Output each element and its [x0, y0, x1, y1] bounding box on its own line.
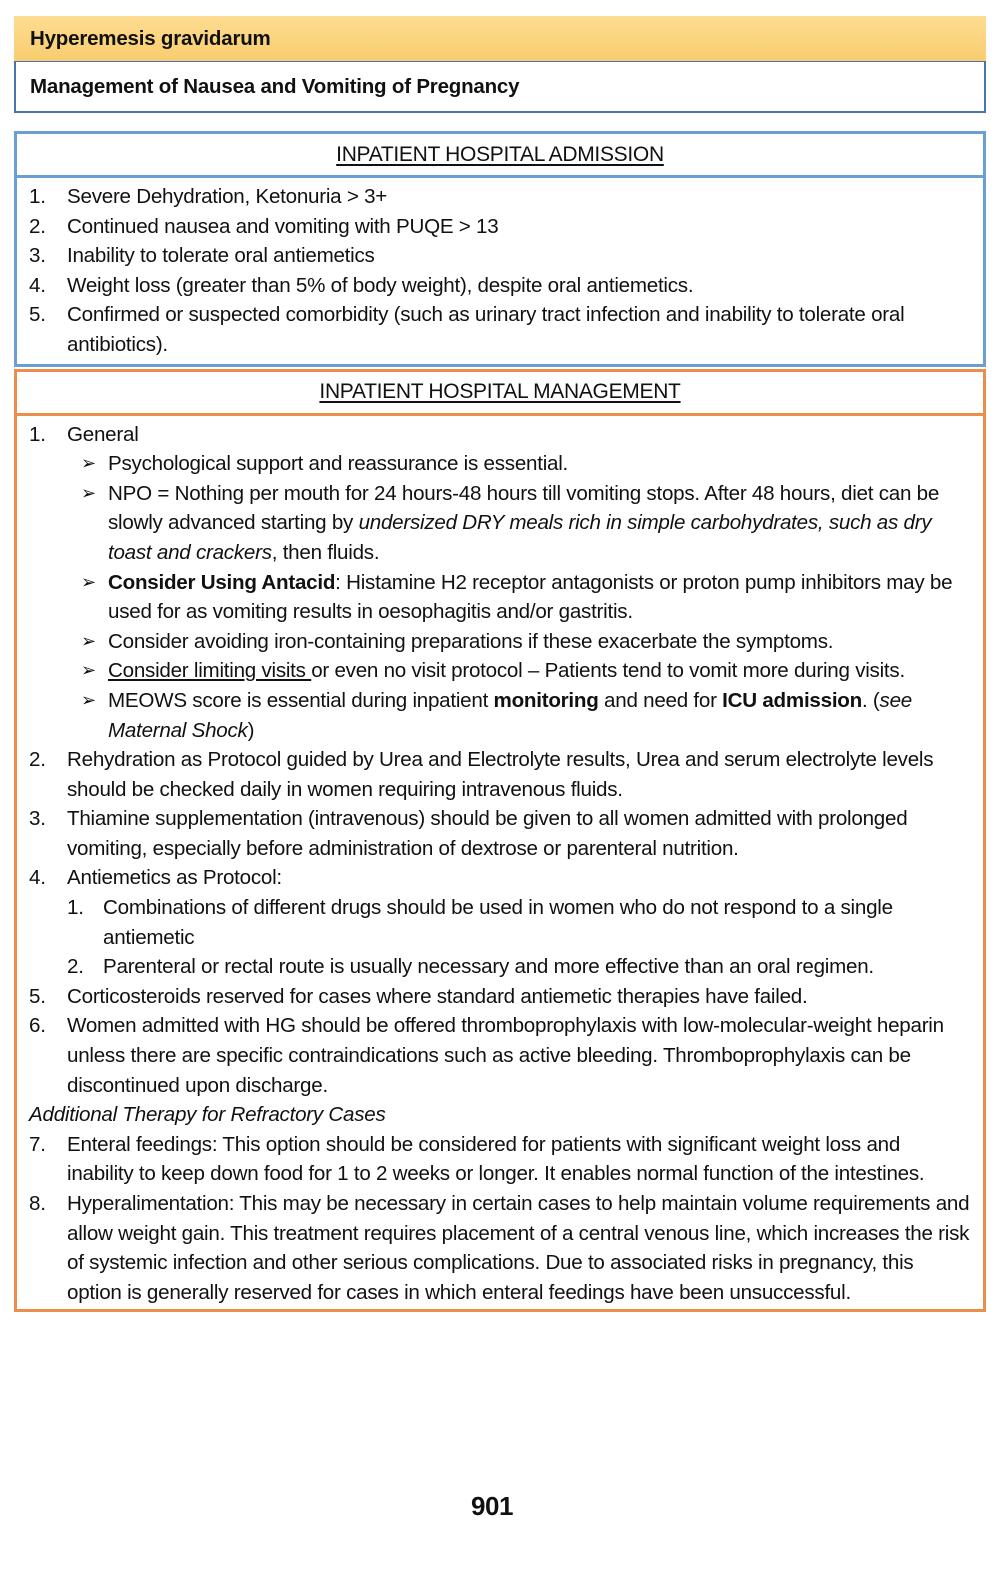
bullet-item [81, 656, 971, 686]
bullet-text [108, 568, 971, 627]
bullet-text-bold: ICU admission [722, 688, 862, 712]
sub-list-number: 1. [67, 896, 84, 920]
document-subtitle: Management of Nausea and Vomiting of Pregnancy [30, 74, 520, 98]
management-heading: INPATIENT HOSPITAL MANAGEMENT [319, 380, 681, 404]
list-text: Corticosteroids reserved for cases where standard antiemetic therapies have failed. [67, 984, 808, 1008]
list-number: 1. [29, 185, 46, 208]
list-text: Women admitted with HG should be offered thromboprophylaxis with low-molecular-weight heparin unless there are specific contraindications such as active bleeding. Thromboprophylaxis can be discontinued upon discharge. [67, 1014, 944, 1097]
arrow-bullet-icon: ➢ [81, 660, 96, 681]
arrow-bullet-icon: ➢ [81, 453, 96, 474]
list-number: 7. [29, 1132, 46, 1156]
bullet-text-plain: NPO = Nothing per mouth for 24 hours-48 hours till vomiting stops. After 48 hours, diet can be slowly advanced starting by [108, 481, 940, 535]
list-text: Thiamine supplementation (intravenous) should be given to all women admitted with prolonged vomiting, especially before administration of dextrose or parenteral nutrition. [67, 807, 908, 860]
list-text: Severe Dehydration, Ketonuria > 3+ [67, 185, 388, 208]
list-text: Hyperalimentation: This may be necessary in certain cases to help maintain volume requirements and allow weight gain. This treatment requires placement of a central venous line, which increases the risk of systemic infection and other serious complications. Due to associated risks in pregnancy, this option is generally reserved for cases in which enteral feedings have been unsuccessful. [67, 1192, 970, 1304]
bullet-text [108, 686, 971, 745]
bullet-text [108, 479, 971, 568]
bullet-item [81, 686, 971, 745]
bullet-text-plain: or even no visit protocol – Patients tend to vomit more during visits. [311, 659, 905, 683]
list-item [29, 271, 971, 301]
arrow-bullet-icon: ➢ [81, 630, 96, 651]
page-number: 901 [471, 1491, 513, 1521]
bullet-text-italic: undersized DRY meals rich in simple carbohydrates, such as dry toast and crackers [108, 511, 932, 564]
list-number: 5. [29, 303, 46, 327]
bullet-text-underline: Consider limiting visits [108, 659, 312, 683]
list-number: 4. [29, 273, 46, 297]
sub-list-text: Parenteral or rectal route is usually necessary and more effective than an oral regimen. [103, 955, 874, 979]
list-item [29, 982, 971, 1012]
list-item [29, 745, 971, 804]
list-item-general [29, 420, 971, 450]
arrow-bullet-icon: ➢ [81, 689, 96, 710]
bullet-text [108, 656, 971, 686]
admission-heading: INPATIENT HOSPITAL ADMISSION [336, 142, 664, 166]
general-bullet-list [81, 449, 971, 745]
cross-reference-link: see Maternal Shock [108, 688, 912, 742]
list-item [29, 1130, 971, 1189]
bullet-text-plain: . ( [861, 688, 880, 712]
bullet-text: Consider avoiding iron-containing preparations if these exacerbate the symptoms. [108, 629, 834, 653]
list-text: Weight loss (greater than 5% of body weight), despite oral antiemetics. [67, 273, 694, 297]
sub-list-item [67, 952, 971, 982]
sub-list-number: 2. [67, 955, 84, 979]
document-title: Hyperemesis gravidarum [30, 26, 271, 50]
list-item [29, 804, 971, 863]
sub-list-text: Combinations of different drugs should be used in women who do not respond to a single antiemetic [103, 896, 893, 949]
sub-list-item [67, 893, 971, 952]
list-item [29, 1189, 971, 1307]
list-item [29, 300, 971, 359]
bullet-item [81, 627, 971, 657]
list-number: 3. [29, 807, 46, 831]
list-item [29, 212, 971, 242]
list-text: Confirmed or suspected comorbidity (such as urinary tract infection and inability to tolerate oral antibiotics). [67, 303, 905, 356]
bullet-text-plain: : Histamine H2 receptor antagonists or proton pump inhibitors may be used for as vomiting results in oesophagitis and/or gastritis. [108, 570, 953, 624]
document-page [14, 16, 986, 1312]
list-text: Continued nausea and vomiting with PUQE > 13 [67, 214, 499, 238]
bullet-item [81, 449, 971, 479]
list-number: 3. [29, 244, 46, 268]
bullet-text-plain: MEOWS score is essential during inpatient [108, 688, 494, 712]
list-text: Inability to tolerate oral antiemetics [67, 244, 375, 268]
list-number: 6. [29, 1014, 46, 1038]
bullet-text: Psychological support and reassurance is essential. [108, 452, 569, 476]
arrow-bullet-icon: ➢ [81, 482, 96, 503]
list-item [29, 863, 971, 893]
bullet-item [81, 479, 971, 568]
list-item [29, 182, 971, 212]
management-list [17, 416, 983, 1310]
admission-criteria-list [17, 178, 983, 364]
bullet-text-plain: and need for [598, 688, 723, 712]
list-number: 2. [29, 748, 46, 772]
list-item [29, 1011, 971, 1100]
list-text: Rehydration as Protocol guided by Urea and Electrolyte results, Urea and serum electrolyte levels should be checked daily in women requiring intravenous fluids. [67, 748, 934, 801]
list-text: Enteral feedings: This option should be considered for patients with significant weight loss and inability to keep down food for 1 to 2 weeks or longer. It enables normal function of the intestines. [67, 1132, 925, 1186]
list-number: 2. [29, 214, 46, 238]
arrow-bullet-icon: ➢ [81, 571, 96, 592]
admission-header [17, 134, 983, 178]
list-number: 1. [29, 422, 46, 446]
list-item [29, 241, 971, 271]
document-title-bar [14, 16, 986, 61]
admission-section [14, 131, 986, 367]
list-number: 8. [29, 1192, 46, 1215]
bullet-text-bold: Consider Using Antacid [108, 570, 336, 594]
list-text: General [67, 422, 139, 446]
bullet-text-plain: ) [247, 718, 255, 742]
list-number: 4. [29, 866, 46, 890]
list-number: 5. [29, 984, 46, 1008]
management-section [14, 369, 986, 1313]
refractory-section-label: Additional Therapy for Refractory Cases [29, 1103, 386, 1127]
bullet-text-bold: monitoring [493, 688, 599, 712]
document-subtitle-bar [14, 61, 986, 113]
bullet-text-tail: , then fluids. [271, 540, 380, 564]
bullet-item [81, 568, 971, 627]
list-text: Antiemetics as Protocol: [67, 866, 282, 890]
management-header [17, 372, 983, 416]
